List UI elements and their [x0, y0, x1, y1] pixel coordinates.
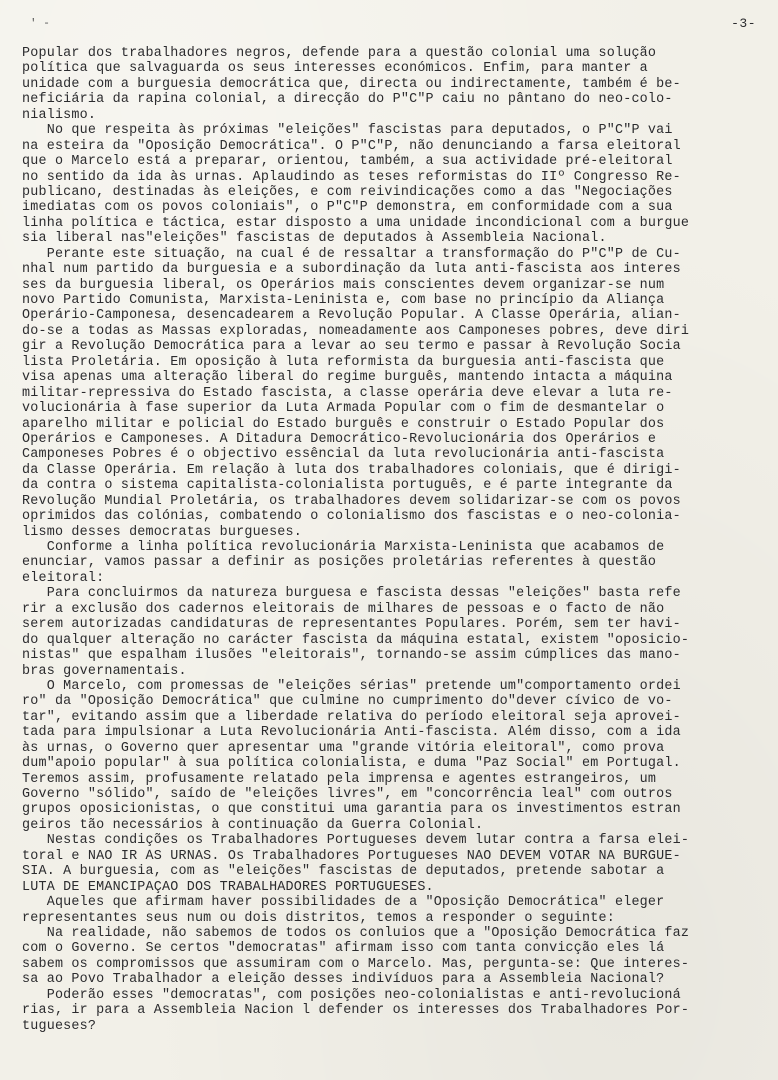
- text-line: na esteira da "Oposição Democrática". O P"C"P, não denunciando a farsa eleitoral: [22, 138, 681, 154]
- text-line: O Marcelo, com promessas de "eleições sérias" pretende um"comportamento ordei: [22, 678, 681, 694]
- text-line: geiros tão necessários à continuação da Guerra Colonial.: [22, 817, 484, 833]
- text-line: da contra o sistema capitalista-colonialista português, e é parte integrante da: [22, 478, 673, 494]
- text-line: sabem os compromissos que assumiram com o Marcelo. Mas, pergunta-se: Que interes-: [22, 956, 690, 972]
- text-line: representantes seus num ou dois distritos, temos a responder o seguinte:: [22, 910, 615, 926]
- text-line: nialismo.: [22, 107, 97, 123]
- text-line: ses da burguesia liberal, os Operários mais conscientes devem organizar-se num: [22, 277, 665, 293]
- text-line: que o Marcelo está a preparar, orientou, também, a sua actividade pré-eleitoral: [22, 154, 673, 170]
- text-line: nistas" que espalham ilusões "eleitorais", tornando-se assim cúmplices das mano-: [22, 648, 681, 664]
- text-line: Na realidade, não sabemos de todos os conluios que a "Oposição Democrática faz: [22, 925, 690, 941]
- text-line: serem autorizadas candidaturas de representantes Populares. Porém, sem ter havi-: [22, 617, 681, 633]
- text-line: sa ao Povo Trabalhador a eleição desses indivíduos para a Assembleia Nacional?: [22, 972, 665, 988]
- text-line: eleitoral:: [22, 570, 105, 586]
- text-line: visa apenas uma alteração liberal do regime burguês, mantendo intacta a máquina: [22, 370, 673, 386]
- text-line: No que respeita às próximas "eleições" fascistas para deputados, o P"C"P vai: [22, 123, 673, 139]
- text-line: neficiária da rapina colonial, a direcção do P"C"P caiu no pântano do neo-colo-: [22, 92, 673, 108]
- text-line: no sentido da ida às urnas. Aplaudindo as teses reformistas do IIº Congresso Re-: [22, 169, 681, 185]
- document-body: [22, 46, 762, 1034]
- text-line: tugueses?: [22, 1018, 97, 1034]
- text-line: nhal num partido da burguesia e a subordinação da luta anti-fascista aos interes: [22, 262, 681, 278]
- text-line: SIA. A burguesia, com as "eleições" fascistas de deputados, pretende sabotar a: [22, 864, 665, 880]
- page-number: -3-: [731, 16, 756, 31]
- text-line: com o Governo. Se certos "democratas" afirmam isso com tanta convicção eles lá: [22, 941, 665, 957]
- text-line: da Classe Operária. Em relação à luta dos trabalhadores coloniais, que é dirigi-: [22, 462, 681, 478]
- text-line: Teremos assim, profusamente relatado pela imprensa e agentes estrangeiros, um: [22, 771, 657, 787]
- text-line: política que salvaguarda os seus interesses económicos. Enfim, para manter a: [22, 61, 648, 77]
- text-line: Conforme a linha política revolucionária Marxista-Leninista que acabamos de: [22, 540, 665, 555]
- text-line: Operários e Camponeses. A Ditadura Democrático-Revolucionária dos Operários e: [22, 431, 657, 447]
- text-line: rias, ir para a Assembleia Nacion l defender os interesses dos Trabalhadores Por-: [22, 1003, 690, 1019]
- text-line: grupos oposicionistas, o que constitui uma garantia para os investimentos estran: [22, 802, 681, 818]
- text-line: Poderão esses "democratas", com posições neo-colonialistas e anti-revolucioná: [22, 987, 681, 1003]
- text-line: imediatas com os povos coloniais", o P"C"P demonstra, em conformidade com a sua: [22, 200, 673, 216]
- text-line: Nestas condições os Trabalhadores Portugueses devem lutar contra a farsa elei-: [22, 833, 690, 849]
- text-line: Popular dos trabalhadores negros, defende para a questão colonial uma solução: [22, 46, 657, 61]
- text-line: novo Partido Comunista, Marxista-Leninista e, com base no princípio da Aliança: [22, 293, 665, 308]
- text-line: dum"apoio popular" à sua política colonialista, e duma "Paz Social" em Portugal.: [22, 756, 681, 772]
- text-line: oprimidos das colónias, combatendo o colonialismo dos fascistas e o neo-coloniа-: [22, 509, 681, 525]
- text-line: às urnas, o Governo quer apresentar uma "grande vitória eleitoral", como prova: [22, 740, 665, 756]
- text-line: toral e NÃO IR ÀS URNAS. Os Trabalhadores Portugueses NÃO DEVEM VOTAR NA BURGUE-: [22, 848, 681, 864]
- text-line: sia liberal nas"eleições" fascistas de deputados à Assembleia Nacional.: [22, 231, 607, 247]
- text-line: ro" da "Oposição Democrática" que culmine no cumprimento do"dever cívico de vo-: [22, 694, 673, 710]
- text-line: unidade com a burguesia democrática que, directa ou indirectamente, também é be-: [22, 76, 681, 92]
- text-line: Revolução Mundial Proletária, os trabalhadores devem solidarizar-se com os povos: [22, 493, 681, 509]
- text-line: lista Proletária. Em oposição à luta reformista da burguesia anti-fascista que: [22, 354, 665, 370]
- text-line: tar", evitando assim que a liberdade relativa do período eleitoral seja aproveі-: [22, 709, 681, 725]
- text-line: militar-repressiva do Estado fascista, a classe operária deve elevar a luta re-: [22, 385, 673, 401]
- text-line: LUTA DE EMANCIPAÇÃO DOS TRABALHADORES PORTUGUESES.: [22, 879, 434, 895]
- text-line: Para concluirmos da natureza burguesa e fascista dessas "eleições" basta refe: [22, 586, 681, 602]
- text-line: tada para impulsionar a Luta Revolucionária Anti-fascista. Além disso, com a ida: [22, 725, 681, 741]
- handwritten-mark: ' -: [30, 18, 50, 30]
- text-line: enunciar, vamos passar a definir as posições proletárias referentes à questão: [22, 555, 657, 571]
- text-line: bras governamentais.: [22, 663, 187, 679]
- text-line: publicano, destinadas às eleições, e com reivindicações como a das "Negociações: [22, 184, 673, 200]
- text-line: do qualquer alteração no carácter fascista da máquina estatal, existem "oposicio-: [22, 632, 690, 648]
- text-line: Camponeses Pobres é o objectivo essêncial da luta revolucionária anti-fascista: [22, 447, 665, 463]
- text-line: linha política e táctica, estar disposto a uma unidade incondicional com a burgue: [22, 215, 690, 231]
- text-line: do-se a todas as Massas exploradas, nomeadamente aos Camponeses pobres, deve diri: [22, 323, 690, 339]
- text-line: aparelho militar e policial do Estado burguês e construir o Estado Popular dos: [22, 416, 665, 432]
- text-line: Governo "sólido", saído de "eleições livres", em "concorrência leal" com outros: [22, 787, 673, 802]
- text-line: rir a exclusão dos cadernos eleitorais de milhares de pessoas e o facto de não: [22, 601, 665, 617]
- text-line: gir a Revolução Democrática para a levar ao seu termo e passar à Revolução Socia: [22, 339, 681, 355]
- text-line: Àqueles que afirmam haver possibilidades de a "Oposição Democrática" eleger: [22, 895, 665, 911]
- text-line: lismo desses democratas burgueses.: [22, 524, 303, 540]
- text-line: volucionária à fase superior da Luta Armada Popular com o fim de desmantelar o: [22, 401, 665, 417]
- text-line: Operário-Camponesa, desencadearem a Revolução Popular. A Classe Operária, alian-: [22, 308, 681, 324]
- text-line: Perante este situação, na cual é de ressaltar a transformação do P"C"P de Cu-: [22, 246, 681, 262]
